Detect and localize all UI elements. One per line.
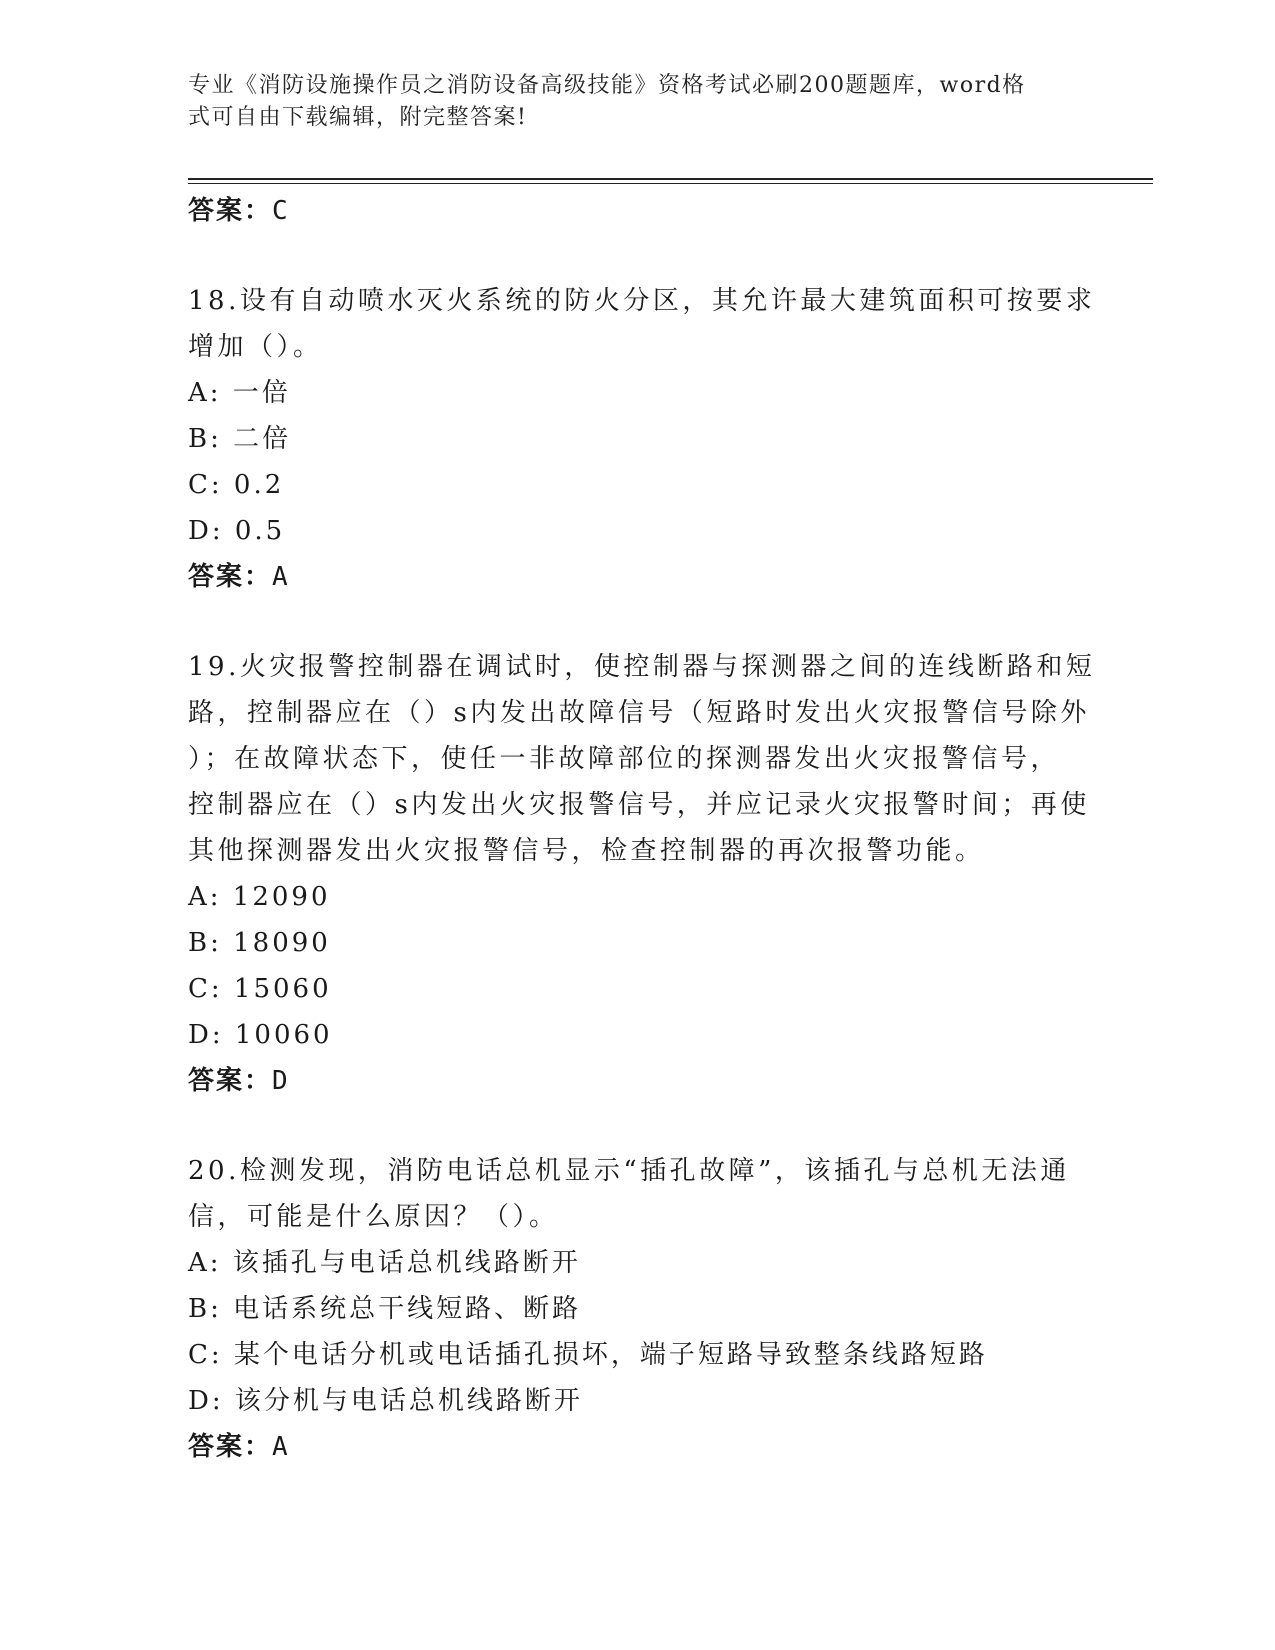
stem-line: 增加（）。 <box>188 332 323 362</box>
question-list <box>188 188 1096 1470</box>
answer-label: 答案： <box>188 562 273 592</box>
stem-line: 其他探测器发出火灾报警信号，检查控制器的再次报警功能。 <box>188 836 985 866</box>
question-block <box>188 1148 1088 1470</box>
stem-line: 20.检测发现，消防电话总机显示“插孔故障”，该插孔与总机无法通 <box>188 1156 1070 1186</box>
answer-label: 答案： <box>188 1432 273 1462</box>
header-divider-thin <box>188 183 1153 184</box>
option-b: B: 18090 <box>188 928 331 958</box>
stem-line: 路，控制器应在（）s内发出故障信号（短路时发出火灾报警信号除外 <box>188 698 1090 728</box>
stem-line: 控制器应在（）s内发出火灾报警信号，并应记录火灾报警时间；再使 <box>188 790 1090 820</box>
answer-value: C <box>272 196 290 226</box>
stem-line: ）；在故障状态下，使任一非故障部位的探测器发出火灾报警信号， <box>188 744 1061 774</box>
answer-label: 答案： <box>188 196 273 226</box>
stem-line: 18.设有自动喷水灭火系统的防火分区，其允许最大建筑面积可按要求 <box>188 286 1096 316</box>
header-line-1: 专业《消防设施操作员之消防设备高级技能》资格考试必刷200题题库，word格 <box>188 73 1026 98</box>
option-d: D: 该分机与电话总机线路断开 <box>188 1386 583 1416</box>
answer-value: A <box>272 562 290 592</box>
previous-answer <box>188 188 1088 234</box>
option-d: D: 0.5 <box>188 516 286 546</box>
stem-line: 信，可能是什么原因？（）。 <box>188 1202 559 1232</box>
option-b: B: 二倍 <box>188 424 292 454</box>
question-stem <box>188 278 1096 370</box>
stem-line: 19.火灾报警控制器在调试时，使控制器与探测器之间的连线断路和短 <box>188 652 1096 682</box>
option-c: C: 某个电话分机或电话插孔损坏，端子短路导致整条线路短路 <box>188 1340 988 1370</box>
option-a: A: 12090 <box>188 882 331 912</box>
option-a: A: 一倍 <box>188 378 291 408</box>
answer-value: A <box>272 1432 290 1462</box>
option-c: C: 0.2 <box>188 470 285 500</box>
question-block <box>188 644 1096 1104</box>
option-a: A: 该插孔与电话总机线路断开 <box>188 1248 581 1278</box>
answer-label: 答案： <box>188 1066 273 1096</box>
question-answer <box>188 1058 1088 1104</box>
option-d: D: 10060 <box>188 1020 333 1050</box>
option-b: B: 电话系统总干线短路、断路 <box>188 1294 582 1324</box>
option-c: C: 15060 <box>188 974 332 1004</box>
question-block <box>188 278 1096 600</box>
question-answer <box>188 554 1088 600</box>
question-answer <box>188 1424 1088 1470</box>
question-stem <box>188 1148 1088 1240</box>
answer-value: D <box>272 1066 290 1096</box>
header-line-2: 式可自由下载编辑，附完整答案! <box>188 105 528 130</box>
document-header <box>188 70 1088 134</box>
question-stem <box>188 644 1096 874</box>
header-divider-thick <box>188 178 1153 180</box>
